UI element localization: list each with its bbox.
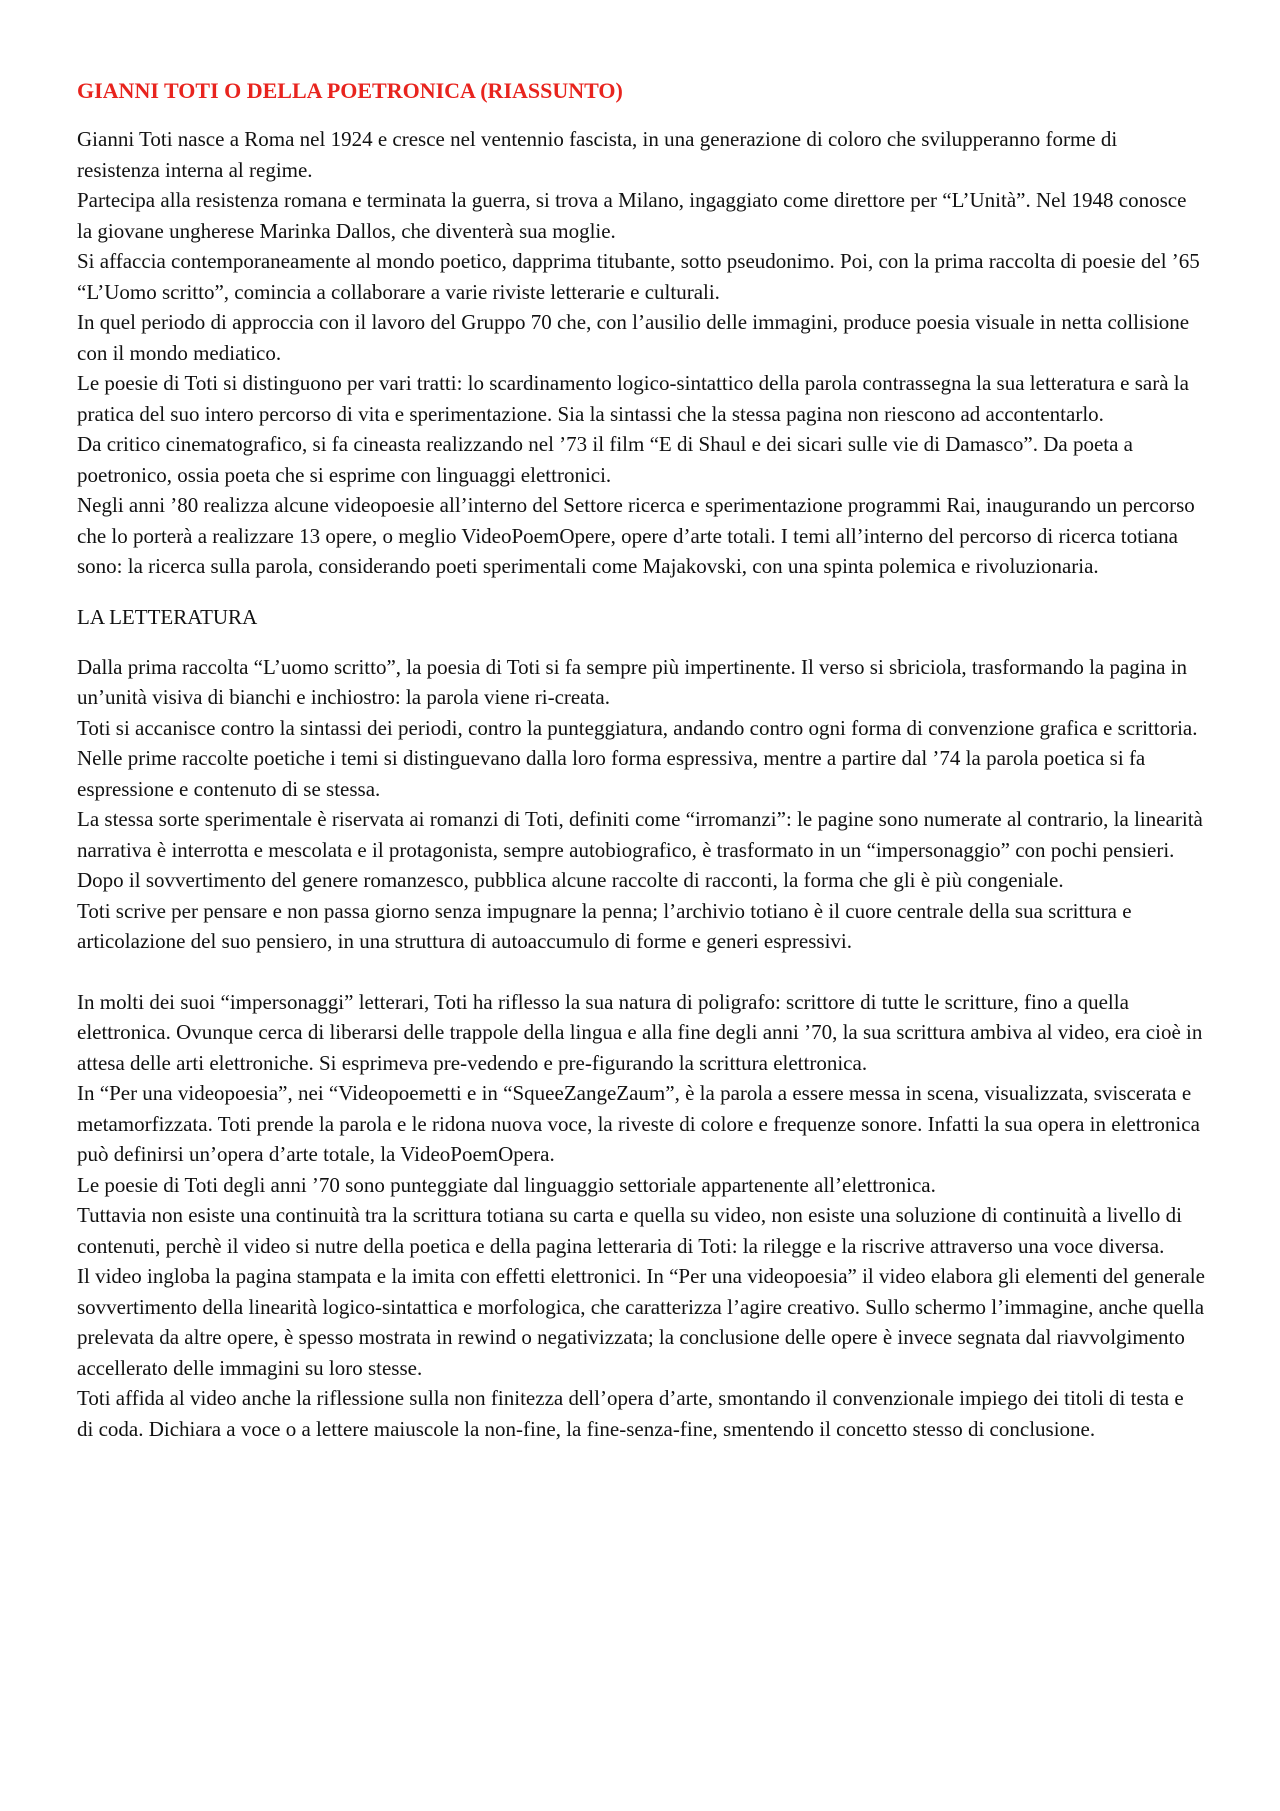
paragraph: Le poesie di Toti degli anni ’70 sono punteggiate dal linguaggio settoriale appartenente all’elettronica. [77,1172,936,1197]
paragraph: Toti si accanisce contro la sintassi dei periodi, contro la punteggiatura, andando contro ogni forma di convenzione grafica e scrittoria. [77,715,1198,740]
paragraph: Tuttavia non esiste una continuità tra la scrittura totiana su carta e quella su video, non esiste una soluzione di continuità a livello di contenuti, perchè il video si nutre della poetica e della pagina letteraria di Toti: la rilegge e la riscrive attraverso una voce diversa. [77,1203,1182,1258]
paragraph: La stessa sorte sperimentale è riservata ai romanzi di Toti, definiti come “irromanzi”: le pagine sono numerate al contrario, la linearità narrativa è interrotta e mescolata e il protagonista, sempre autobiografico, è trasformato in un “impersonaggio” con pochi pensieri. Dopo il sovvertimento del genere romanzesco, pubblica alcune raccolte di racconti, la forma che gli è più congeniale. [77,807,1203,892]
paragraph: Da critico cinematografico, si fa cineasta realizzando nel ’73 il film “E di Shaul e dei sicari sulle vie di Damasco”. Da poeta a poetronico, ossia poeta che si esprime con linguaggi elettronici. [77,432,1133,487]
paragraph: Si affaccia contemporaneamente al mondo poetico, dapprima titubante, sotto pseudonimo. Poi, con la prima raccolta di poesie del ’65 “L’Uomo scritto”, comincia a collaborare a varie riviste letterarie e culturali. [77,249,1200,304]
paragraph: In quel periodo di approccia con il lavoro del Gruppo 70 che, con l’ausilio delle immagini, produce poesia visuale in netta collisione con il mondo mediatico. [77,310,1190,365]
section-heading: LA LETTERATURA [77,604,258,629]
paragraph: Partecipa alla resistenza romana e terminata la guerra, si trova a Milano, ingaggiato come direttore per “L’Unità”. Nel 1948 conosce la giovane ungherese Marinka Dallos, che diventerà sua moglie. [77,188,1187,243]
paragraph: Dalla prima raccolta “L’uomo scritto”, la poesia di Toti si fa sempre più impertinente. Il verso si sbriciola, trasformando la pagina in un’unità visiva di bianchi e inchiostro: la parola viene ri-creata. [77,654,1188,709]
paragraph: In molti dei suoi “impersonaggi” letterari, Toti ha riflesso la sua natura di poligrafo: scrittore di tutte le scritture, fino a quella elettronica. Ovunque cerca di liberarsi delle trappole della lingua e alla fine degli anni ’70, la sua scrittura ambiva al video, era cioè in attesa delle arti elettroniche. Si esprimeva pre-vedendo e pre-figurando la scrittura elettronica. [77,989,1203,1075]
document-page [77,70,1205,1444]
paragraph: Il video ingloba la pagina stampata e la imita con effetti elettronici. In “Per una videopoesia” il video elabora gli elementi del generale sovvertimento della linearità logico-sintattica e morfologica, che caratterizza l’agire creativo. Sullo schermo l’immagine, anche quella prelevata da altre opere, è spesso mostrata in rewind o negativizzata; la conclusione delle opere è invece segnata dal riavvolgimento accellerato delle immagini su loro stesse. [77,1264,1205,1380]
document-title: GIANNI TOTI O DELLA POETRONICA (RIASSUNTO) [77,78,623,103]
paragraph: Nelle prime raccolte poetiche i temi si distinguevano dalla loro forma espressiva, mentre a partire dal ’74 la parola poetica si fa espressione e contenuto di se stessa. [77,746,1146,801]
paragraph: Toti scrive per pensare e non passa giorno senza impugnare la penna; l’archivio totiano è il cuore centrale della sua scrittura e articolazione del suo pensiero, in una struttura di autoaccumulo di forme e generi espressivi. [77,898,1132,953]
intro-section [77,124,1205,582]
paragraph: Toti affida al video anche la riflessione sulla non finitezza dell’opera d’arte, smontando il convenzionale impiego dei titoli di testa e di coda. Dichiara a voce o a lettere maiuscole la non-fine, la fine-senza-fine, smentendo il concetto stesso di conclusione. [77,1386,1184,1441]
letteratura-section-part-1 [77,652,1205,957]
paragraph: Negli anni ’80 realizza alcune videopoesie all’interno del Settore ricerca e sperimentazione programmi Rai, inaugurando un percorso che lo porterà a realizzare 13 opere, o meglio VideoPoemOpere, opere d’arte totali. I temi all’interno del percorso di ricerca totiana sono: la ricerca sulla parola, considerando poeti sperimentali come Majakovski, con una spinta polemica e rivoluzionaria. [77,493,1195,578]
paragraph: Gianni Toti nasce a Roma nel 1924 e cresce nel ventennio fascista, in una generazione di coloro che svilupperanno forme di resistenza interna al regime. [77,127,1118,182]
letteratura-section-part-2 [77,987,1205,1445]
paragraph: Le poesie di Toti si distinguono per vari tratti: lo scardinamento logico-sintattico della parola contrassegna la sua letteratura e sarà la pratica del suo intero percorso di vita e sperimentazione. Sia la sintassi che la stessa pagina non riescono ad accontentarlo. [77,371,1189,426]
paragraph-gap [77,957,1205,987]
paragraph: In “Per una videopoesia”, nei “Videopoemetti e in “SqueeZangeZaum”, è la parola a essere messa in scena, visualizzata, sviscerata e metamorfizzata. Toti prende la parola e le ridona nuova voce, la riveste di colore e frequenze sonore. Infatti la sua opera in elettronica può definirsi un’opera d’arte totale, la VideoPoemOpera. [77,1081,1200,1166]
